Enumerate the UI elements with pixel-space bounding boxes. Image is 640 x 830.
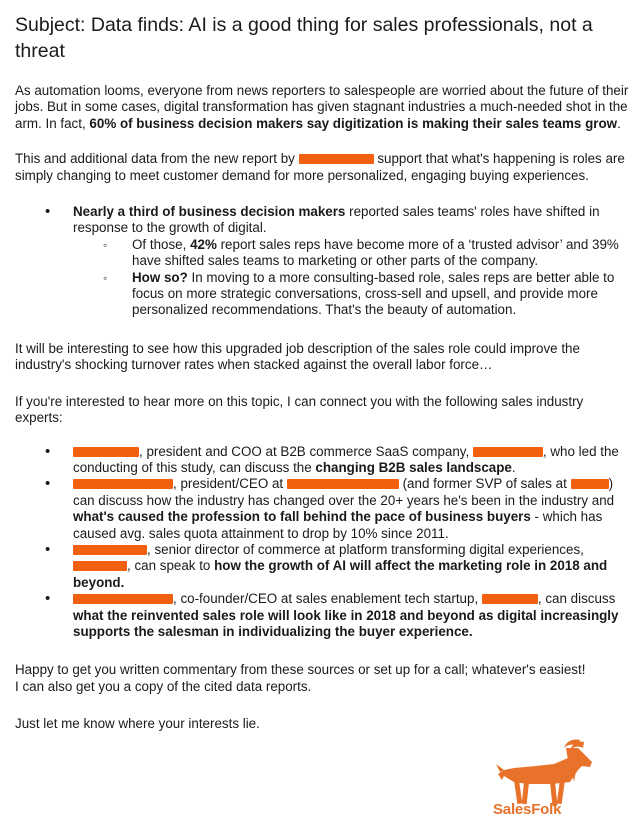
salesfolk-logo-text: SalesFolk (493, 801, 562, 818)
redacted-company (299, 154, 374, 164)
findings-list (15, 204, 631, 319)
sub-list-item: ◦ Of those, 42% report sales reps have become more of a ‘trusted advisor’ and 39% have shifted sales teams to marketing or other parts of the company. (15, 237, 631, 270)
closing-paragraph: Happy to get you written commentary from these sources or set up for a call; whatever's easiest! I can also get you a copy of the cited data reports. (15, 662, 586, 694)
experts-list (15, 444, 631, 641)
list-item: • , co-founder/CEO at sales enablement tech startup, , can discuss what the reinvented sales role will look like in 2018 and beyond as digital increasingly supports the salesman in individualizing the buyer experience. (15, 591, 631, 640)
signoff-paragraph: Just let me know where your interests lie. (15, 716, 260, 732)
turnover-paragraph: It will be interesting to see how this upgraded job description of the sales role could improve the industry's shocking turnover rates when stacked against the overall labor force… (15, 340, 580, 373)
list-item: • , senior director of commerce at platform transforming digital experiences, , can speak to how the growth of AI will affect the marketing role in 2018 and beyond. (15, 542, 631, 591)
list-item: • Nearly a third of business decision makers reported sales teams' roles have shifted in response to the growth of digital. ◦ Of those, 42% report sales reps have become more of a ‘trusted advisor’ and 39% have shifted sales teams to marketing or other parts of the company. ◦ How so? In moving to a more consulting-based role, sales reps are better able to focus on more strategic conversations, cross-sell and upsell, and provide more personalized recommendations. That's the beauty of automation. (15, 204, 631, 319)
list-item: • , president and COO at B2B commerce SaaS company, , who led the conducting of this study, can discuss the changing B2B sales landscape. (15, 444, 631, 477)
redacted-name (73, 479, 173, 489)
report-paragraph: This and additional data from the new report by support that what's happening is roles are simply changing to meet customer demand for more personalized, engaging buying experiences. (15, 151, 625, 183)
intro-paragraph: As automation looms, everyone from news reporters to salespeople are worried about the future of their jobs. But in some cases, digital transformation has given stagnant industries a much-needed shot in the arm. In fact, 60% of business decision makers say digitization is making their sales teams grow. (15, 83, 629, 131)
redacted-company (482, 594, 538, 604)
redacted-name (73, 447, 139, 457)
email-body (15, 0, 631, 733)
redacted-company (473, 447, 543, 457)
sub-list (73, 237, 631, 319)
redacted-name (73, 545, 147, 555)
experts-intro-paragraph: If you're interested to hear more on this topic, I can connect you with the following sales industry experts: (15, 393, 584, 426)
redacted-name (73, 594, 173, 604)
list-item: • , president/CEO at (and former SVP of sales at ) can discuss how the industry has changed over the 20+ years he's been in the industry and what's caused the profession to fall behind the pace of business buyers - which has caused avg. sales quota attainment to drop by 10% since 2011. (15, 476, 631, 542)
redacted-company (287, 479, 399, 489)
email-subject: Subject: Data finds: AI is a good thing for sales professionals, not a threat (15, 14, 593, 62)
sub-list-item: ◦ How so? In moving to a more consulting-based role, sales reps are better able to focus on more strategic conversations, cross-sell and upsell, and provide more personalized recommendations. That's the beauty of automation. (15, 270, 631, 319)
redacted-company (571, 479, 609, 489)
redacted-company (73, 561, 127, 571)
